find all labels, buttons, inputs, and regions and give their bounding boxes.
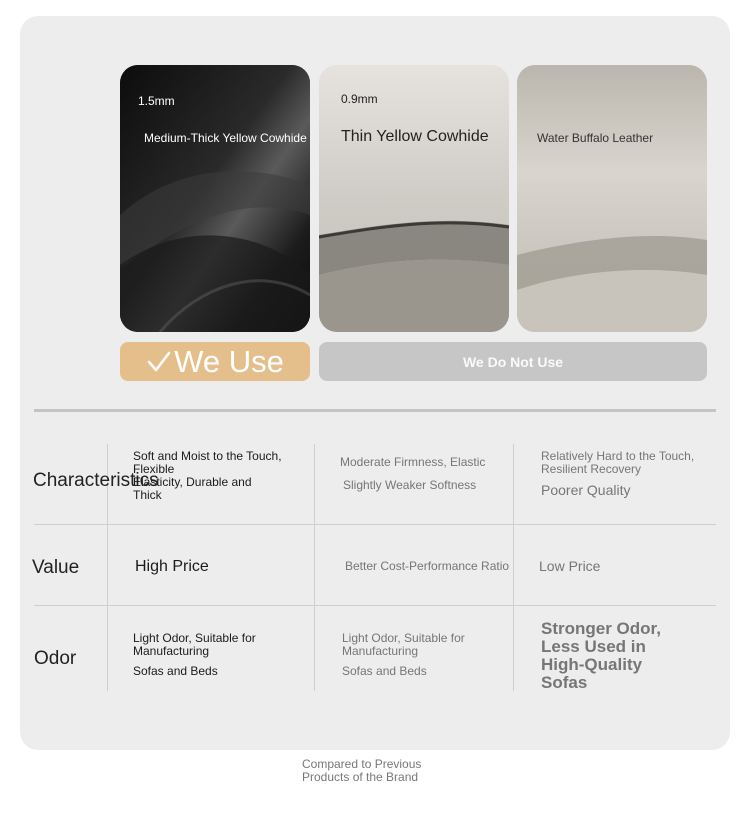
row-divider <box>34 605 716 606</box>
cell-line: High-Quality <box>541 655 643 674</box>
column-divider <box>314 444 315 691</box>
leather-name: Thin Yellow Cowhide <box>341 128 489 145</box>
footer-line: Products of the Brand <box>302 770 419 784</box>
we-do-not-use-label: We Do Not Use <box>462 353 564 370</box>
row-label-odor: Odor <box>34 648 77 669</box>
cell-line: Sofas and Beds <box>342 664 427 678</box>
cell-value-water-buffalo: Low Price <box>539 558 601 574</box>
cell-line: Light Odor, Suitable for <box>342 631 465 645</box>
we-use-badge <box>120 342 310 381</box>
row-label-value: Value <box>32 557 80 578</box>
leather-name: Water Buffalo Leather <box>537 131 654 145</box>
cell-line: Resilient Recovery <box>541 462 642 476</box>
cell-odor-water-buffalo <box>541 620 661 692</box>
cell-line: Less Used in <box>541 637 646 656</box>
cell-line: Sofas <box>541 673 588 692</box>
cell-line: Light Odor, Suitable for <box>133 631 256 645</box>
we-do-not-use-badge <box>319 342 707 381</box>
cell-characteristics-medium-thick <box>133 450 282 502</box>
row-label-characteristics: Characteristics <box>33 470 159 491</box>
cell-line: Elasticity, Durable and <box>133 475 252 489</box>
column-divider <box>513 444 514 691</box>
check-icon <box>146 349 172 375</box>
cell-line: Moderate Firmness, Elastic <box>340 455 486 469</box>
cell-line: Poorer Quality <box>541 482 631 498</box>
row-divider <box>34 524 716 525</box>
cell-line: Flexible <box>133 462 175 476</box>
leather-name: Medium-Thick Yellow Cowhide <box>144 131 307 145</box>
leather-swatch-water-buffalo <box>517 65 707 332</box>
thickness-label: 1.5mm <box>138 94 175 108</box>
cell-line: Thick <box>133 488 162 502</box>
we-use-label: We Use <box>174 343 284 379</box>
cell-odor-medium-thick <box>133 632 256 678</box>
cell-line: Slightly Weaker Softness <box>343 478 477 492</box>
cell-characteristics-thin <box>340 456 485 492</box>
thickness-label: 0.9mm <box>341 92 378 106</box>
cell-line: Manufacturing <box>133 644 210 658</box>
cell-odor-thin <box>342 632 465 678</box>
footer-line: Compared to Previous <box>302 757 422 771</box>
cell-line: Sofas and Beds <box>133 664 218 678</box>
cell-line: Manufacturing <box>342 644 419 658</box>
cell-line: Stronger Odor, <box>541 619 661 638</box>
cell-line: Soft and Moist to the Touch, <box>133 449 282 463</box>
footer-note <box>302 758 421 784</box>
cell-characteristics-water-buffalo <box>541 450 694 498</box>
table-top-rule <box>34 409 716 412</box>
cell-line: Relatively Hard to the Touch, <box>541 449 695 463</box>
cell-value-thin: Better Cost-Performance Ratio <box>345 559 510 573</box>
cell-value-medium-thick: High Price <box>135 558 209 575</box>
